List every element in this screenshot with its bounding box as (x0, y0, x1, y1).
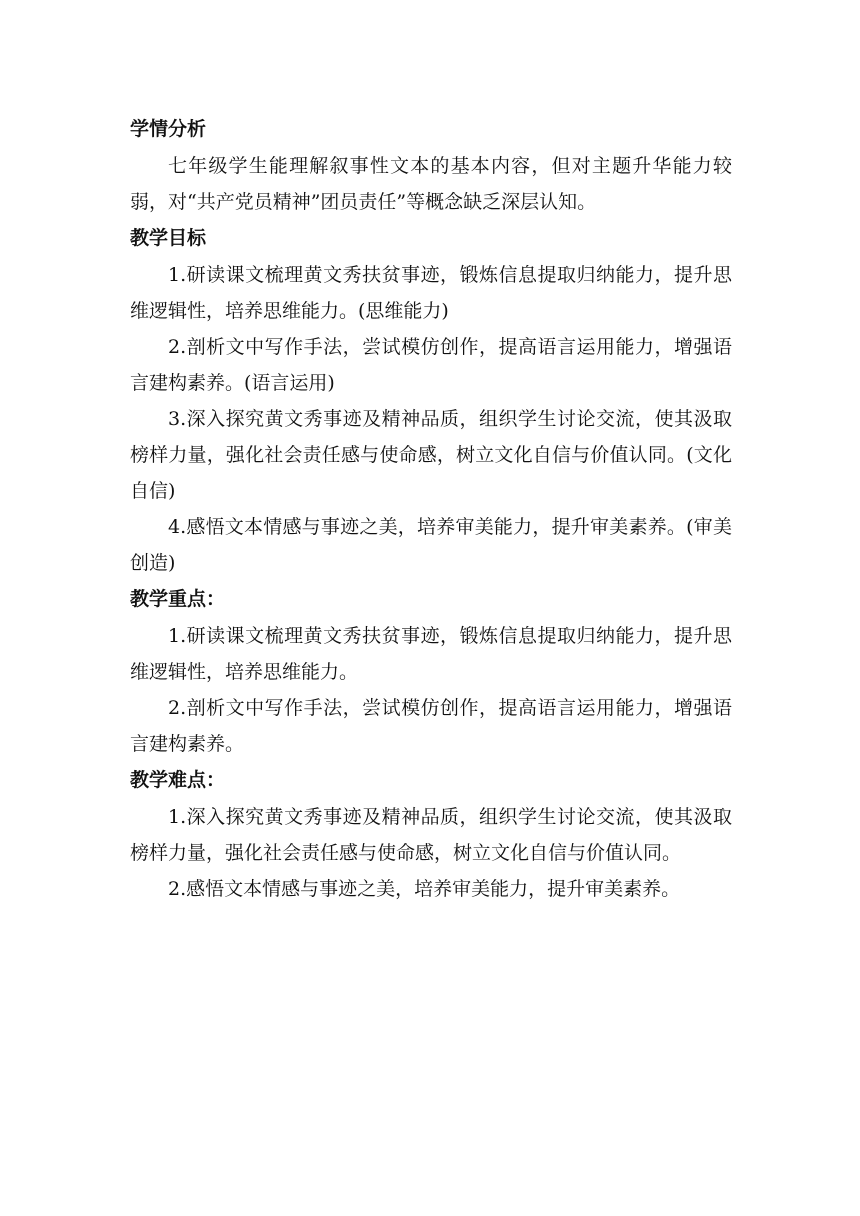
section-heading: 教学目标 (130, 227, 207, 249)
section-teaching-difficulties (130, 762, 732, 907)
paragraph: 1.研读课文梳理黄文秀扶贫事迹，锻炼信息提取归纳能力，提升思维逻辑性，培养思维能力。 (130, 625, 732, 683)
document-page (130, 111, 732, 907)
section-heading: 教学难点： (130, 769, 226, 791)
paragraph: 2.感悟文本情感与事迹之美，培养审美能力，提升审美素养。 (168, 878, 681, 900)
section-heading: 教学重点： (130, 588, 226, 610)
paragraph: 1.研读课文梳理黄文秀扶贫事迹，锻炼信息提取归纳能力，提升思维逻辑性，培养思维能力。(思维能力) (130, 264, 732, 322)
paragraph: 七年级学生能理解叙事性文本的基本内容，但对主题升华能力较弱，对“共产党员精神”团员责任”等概念缺乏深层认知。 (130, 155, 732, 213)
section-heading: 学情分析 (130, 118, 207, 140)
paragraph: 4.感悟文本情感与事迹之美，培养审美能力，提升审美素养。(审美创造) (130, 516, 732, 574)
paragraph: 3.深入探究黄文秀事迹及精神品质，组织学生讨论交流，使其汲取榜样力量，强化社会责任感与使命感，树立文化自信与价值认同。(文化自信) (130, 408, 732, 502)
section-learning-analysis (130, 111, 732, 220)
paragraph: 2.剖析文中写作手法，尝试模仿创作，提高语言运用能力，增强语言建构素养。(语言运用) (130, 336, 732, 394)
section-teaching-goals (130, 220, 732, 581)
paragraph: 2.剖析文中写作手法，尝试模仿创作，提高语言运用能力，增强语言建构素养。 (130, 697, 732, 755)
paragraph: 1.深入探究黄文秀事迹及精神品质，组织学生讨论交流，使其汲取榜样力量，强化社会责任感与使命感，树立文化自信与价值认同。 (130, 806, 732, 864)
section-teaching-key-points (130, 581, 732, 762)
